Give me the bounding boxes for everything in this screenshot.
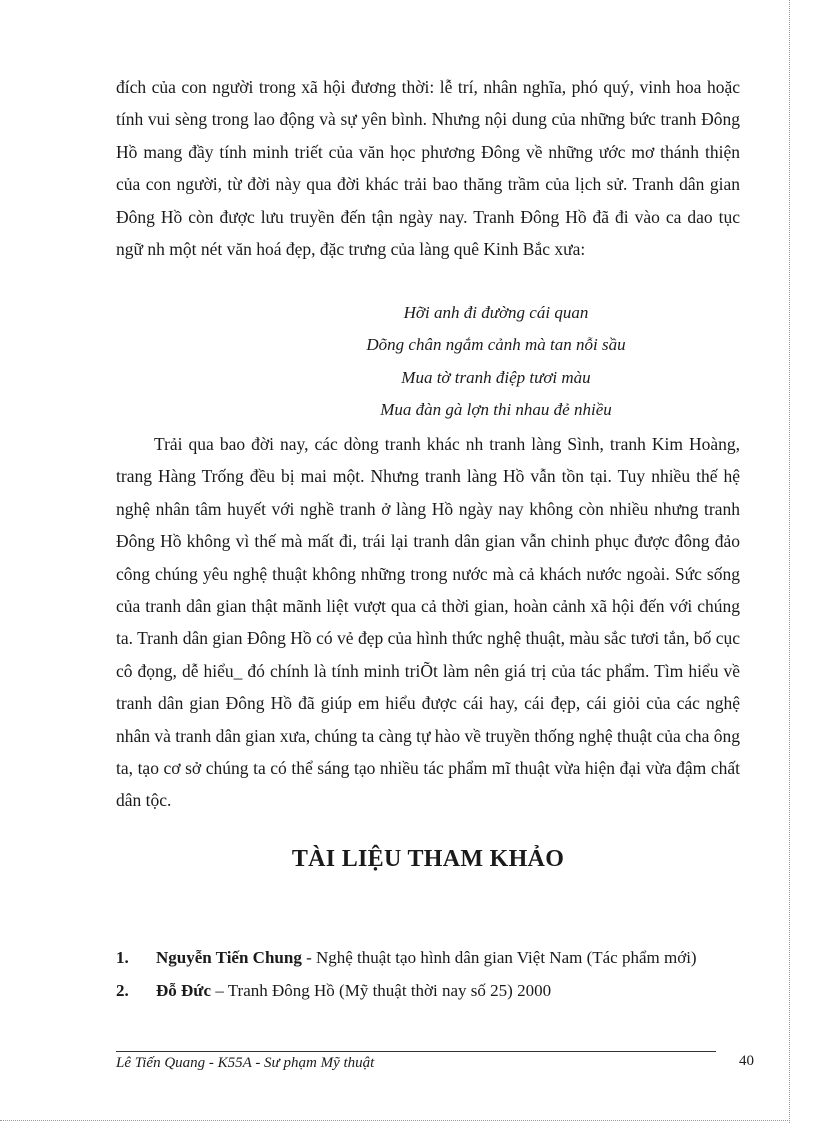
poem-line: Mua tờ tranh điệp tươi màu [401,367,591,387]
reference-number: 1. [116,948,129,967]
reference-author: Nguyễn Tiến Chung [156,948,302,967]
reference-item [116,974,756,1007]
reference-content [156,941,697,974]
poem-line: Hỡi anh đi đường cái quan [403,303,589,322]
footer-divider [116,1051,716,1052]
paragraph-2: Trải qua bao đời nay, các dòng tranh khác nh tranh làng Sình, tranh Kim Hoàng, trang Hàng Trống đều bị mai một. Nhưng tranh làng Hồ vẫn tồn tại. Tuy nhiều thế hệ nghệ nhân tâm huyết với nghề tranh ở làng Hồ ngày nay không còn nhiều nhưng tranh Đông Hồ không vì thế mà mất đi, trái lại tranh dân gian vẫn chinh phục được đông đảo công chúng yêu nghệ thuật không những trong nước mà cả khách nước ngoài. Sức sống của tranh dân gian thật mãnh liệt vượt qua cả thời gian, hoàn cảnh xã hội đến với chúng ta. Tranh dân gian Đông Hồ có vẻ đẹp của hình thức nghệ thuật, màu sắc tươi tắn, bố cục cô đọng, dễ hiểu_ đó chính là tính minh triÕt làm nên giá trị của tác phẩm. Tìm hiểu về tranh dân gian Đông Hồ đã giúp em hiểu được cái hay, cái đẹp, cái giỏi của các nghệ nhân và tranh dân gian xưa, chúng ta càng tự hào về truyền thống nghệ thuật của cha ông ta, tạo cơ sở chúng ta có thể sáng tạo nhiều tác phẩm mĩ thuật vừa hiện đại vừa đậm chất dân tộc. [116,434,740,811]
reference-title: – Tranh Đông Hồ (Mỹ thuật thời nay số 25) 2000 [211,981,552,1000]
reference-title: - Nghệ thuật tạo hình dân gian Việt Nam (Tác phẩm mới) [301,948,697,967]
reference-number: 2. [116,981,129,1000]
page-bottom-border [0,1120,790,1121]
poem-block [116,297,816,427]
poem-line: Dõng chân ngắm cảnh mà tan nỗi sầu [366,335,626,355]
poem-line: Mua đàn gà lợn thi nhau đẻ nhiều [380,400,612,420]
page-right-border [789,0,790,1123]
references-heading: TÀI LIỆU THAM KHẢO [291,846,565,872]
references-list [116,941,756,1007]
reference-content [156,974,551,1007]
page-number: 40 [739,1053,754,1069]
reference-item [116,941,756,974]
footer-author-line: Lê Tiến Quang - K55A - Sư phạm Mỹ thuật [116,1055,375,1071]
paragraph-1: đích của con người trong xã hội đương thời: lễ trí, nhân nghĩa, phó quý, vinh hoa hoặc tính vui sèng trong lao động và sự yên bình. Nhưng nội dung của những bức tranh Đông Hồ mang đầy tính minh triết của văn học phương Đông về những ước mơ thánh thiện của con người, từ đời này qua đời khác trải bao thăng trầm của lịch sử. Tranh dân gian Đông Hồ còn được lưu truyền đến tận ngày nay. Tranh Đông Hồ đã đi vào ca dao tục ngữ nh một nét văn hoá đẹp, đặc trưng của làng quê Kinh Bắc xưa: [116,77,740,260]
reference-author: Đỗ Đức [156,981,212,1000]
